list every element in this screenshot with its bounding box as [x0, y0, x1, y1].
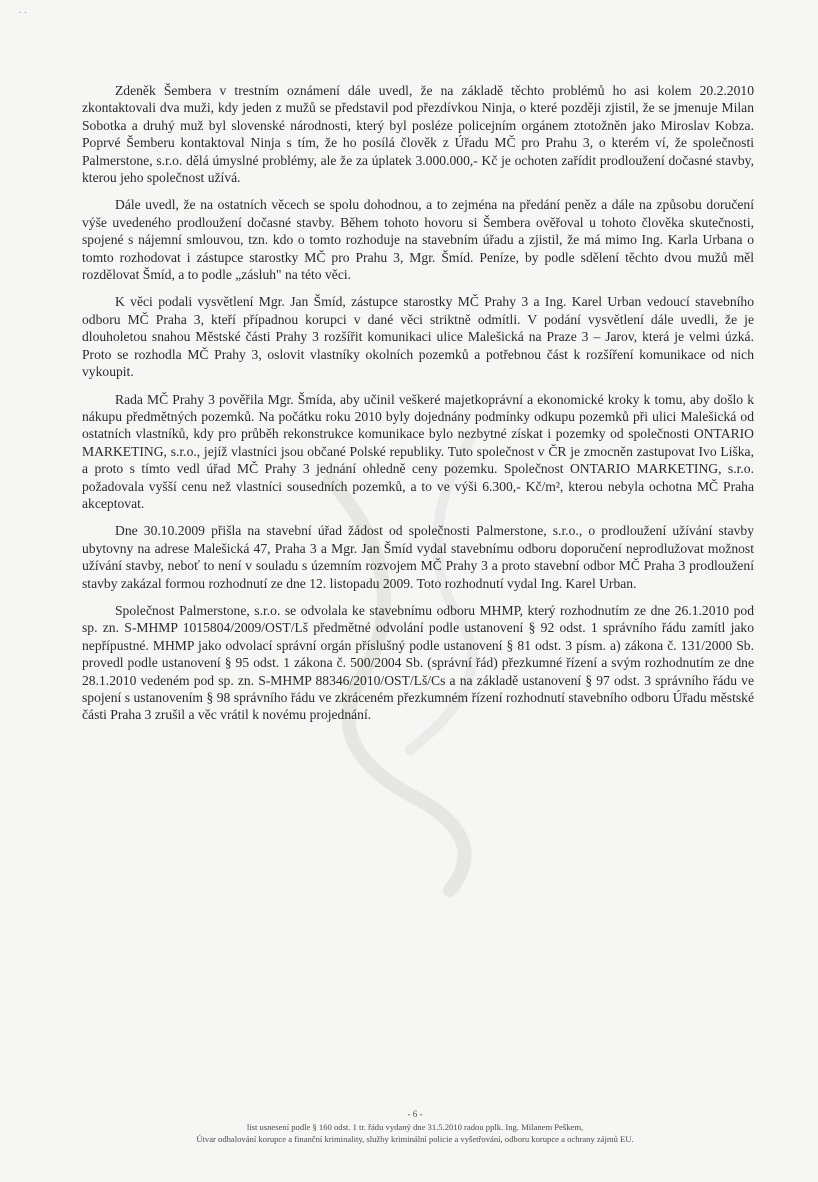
paragraph-6: Společnost Palmerstone, s.r.o. se odvolala ke stavebnímu odboru MHMP, který rozhodnutím ze dne 26.1.2010 pod sp. zn. S-MHMP 1015804/2009/OST/Lš předmětné odvolání podle ustanovení § 92 odst. 1 správního řádu zamítl jako nepřípustné. MHMP jako odvolací správní orgán příslušný podle ustanovení § 81 odst. 3 písm. a) zákona č. 131/2000 Sb. provedl podle ustanovení § 95 odst. 1 zákona č. 500/2004 Sb. (správní řád) přezkumné řízení a svým rozhodnutím ze dne 28.1.2010 vedeném pod sp. zn. S-MHMP 88346/2010/OST/Lš/Cs a na základě ustanovení § 97 odst. 3 správního řádu ve spojení s ustanovením § 98 správního řádu ve zkráceném přezkumném řízení rozhodnutí stavebního odboru Úřadu městské části Praha 3 zrušil a věc vrátil k novému projednání.: [82, 602, 754, 723]
paragraph-4: Rada MČ Prahy 3 pověřila Mgr. Šmída, aby učinil veškeré majetkoprávní a ekonomické kroky k tomu, aby došlo k nákupu předmětných pozemků. Na počátku roku 2010 byly dojednány podmínky odkupu pozemků při ulici Malešická od ostatních vlastníků, kdy pro průběh rekonstrukce komunikace bylo nezbytné získat i pozemky od společnosti ONTARIO MARKETING, s.r.o., jejíž vlastníci jsou občané Polské republiky. Tuto společnost v ČR je zmocněn zastupovat Ivo Liška, a proto s tímto vedl úřad MČ Prahy 3 jednání ohledně ceny pozemku. Společnost ONTARIO MARKETING, s.r.o. požadovala vyšší cenu než vlastníci sousedních pozemků, a to ve výši 6.300,- Kč/m², kterou nebyla ochotna MČ Praha akceptovat.: [82, 391, 754, 511]
document-body: [82, 82, 754, 734]
footer-line-2: Útvar odhalování korupce a finanční kriminality, služby kriminální policie a vyšetřování, odboru korupce a ochrany zájmů EU.: [196, 1134, 634, 1144]
footer-line-1: list usnesení podle § 160 odst. 1 tr. řádu vydaný dne 31.5.2010 radou pplk. Ing. Milanem Peškem,: [246, 1122, 584, 1132]
page-footer: [70, 1108, 760, 1145]
paragraph-5: Dne 30.10.2009 přišla na stavební úřad žádost od společnosti Palmerstone, s.r.o., o prodloužení užívání stavby ubytovny na adrese Malešická 47, Praha 3 a Mgr. Jan Šmíd vydal stavebnímu odboru doporučení neprodlužovat možnost užívání stavby, neboť to není v souladu s územním rozvojem MČ Prahy 3 a proto stavební odbor MČ Praha 3 prodloužení stavby zakázal formou rozhodnutí ze dne 12. listopadu 2009. Toto rozhodnutí vydal Ing. Karel Urban.: [82, 523, 754, 591]
paragraph-1: Zdeněk Šembera v trestním oznámení dále uvedl, že na základě těchto problémů ho asi kolem 20.2.2010 zkontaktovali dva muži, kdy jeden z mužů se představil pod přezdívkou Ninja, o které později zjistil, že se jmenuje Milan Sobotka a druhý muž byl slovenské národnosti, který byl posléze policejním orgánem ztotožněn jako Miroslav Kobza. Poprvé Šemberu kontaktoval Ninja s tím, že ho posílá člověk z Úřadu MČ pro Prahu 3, o kterém ví, že společnosti Palmerstone, s.r.o. dělá úmyslné problémy, ale že za úplatek 3.000.000,- Kč je ochoten zařídit prodloužení dočasné stavby, kterou jeho společnost užívá.: [82, 83, 754, 186]
paragraph-3: K věci podali vysvětlení Mgr. Jan Šmíd, zástupce starostky MČ Prahy 3 a Ing. Karel Urban vedoucí stavebního odboru MČ Praha 3, kteří případnou korupci v dané věci striktně odmítli. V podání vysvětlení dále uvedli, že je dlouholetou snahou Městské části Prahy 3 rozšířit komunikaci ulice Malešická na Praze 3 – Jarov, která je velmi úzká. Proto se rozhodla MČ Prahy 3, oslovit vlastníky okolních pozemků a potřebnou část k rozšíření komunikace od nich vykoupit.: [82, 294, 754, 380]
page-number: - 6 -: [407, 1109, 423, 1119]
scan-corner-mark: · ·: [18, 8, 28, 19]
paragraph-2: Dále uvedl, že na ostatních věcech se spolu dohodnou, a to zejména na předání peněz a dále na způsobu doručení výše uvedeného prodloužení dočasné stavby. Během tohoto hovoru si Šembera ověřoval u tohoto člověka skutečnosti, spojené s nájemní smlouvou, tzn. kdo o tomto rozhoduje na stavebním úřadu a zjistil, že má mimo Ing. Karla Urbana o tomto rozhodovat i zástupce starostky MČ pro Prahu 3, Mgr. Šmíd. Peníze, by podle sdělení těchto dvou mužů měl rozdělovat Šmíd, a to podle „zásluh" na této věci.: [82, 197, 754, 283]
